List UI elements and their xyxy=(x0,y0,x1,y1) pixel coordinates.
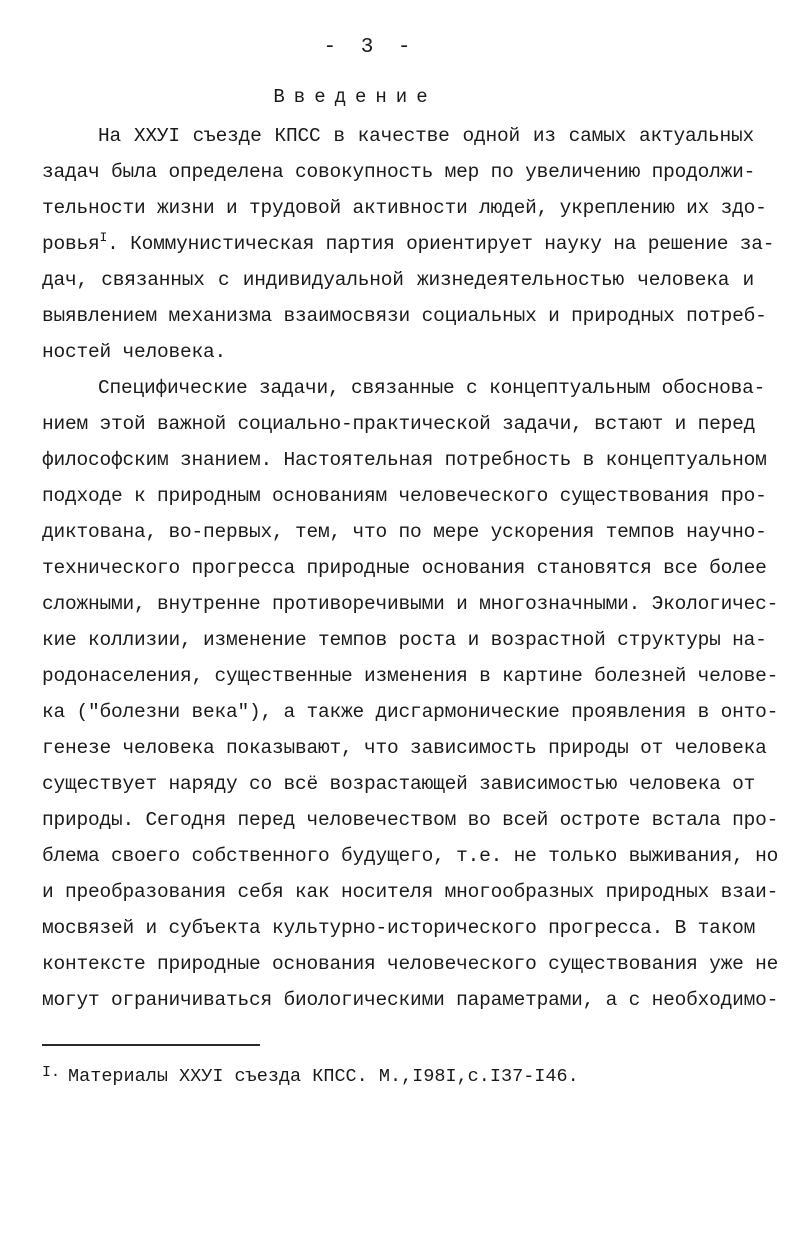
text-line: подходе к природным основаниям человеческого существования про- xyxy=(42,485,767,507)
footnote-reference: I xyxy=(99,230,108,245)
text-line: могут ограничиваться биологическими параметрами, а с необходимо- xyxy=(42,989,779,1011)
text-line: природы. Сегодня перед человечеством во всей остроте встала про- xyxy=(42,809,779,831)
footnote-divider xyxy=(42,1044,260,1046)
text-line: диктована, во-первых, тем, что по мере ускорения темпов научно- xyxy=(42,521,767,543)
text-line: сложными, внутренне противоречивыми и многозначными. Экологичес- xyxy=(42,593,779,615)
text-line: задач была определена совокупность мер по увеличению продолжи- xyxy=(42,161,756,183)
text-line: тельности жизни и трудовой активности людей, укреплению их здо- xyxy=(42,197,767,219)
text-line: Специфические задачи, связанные с концептуальным обоснова- xyxy=(98,377,766,399)
footnote-mark: I. xyxy=(42,1064,61,1081)
text-line: генезе человека показывают, что зависимость природы от человека xyxy=(42,737,767,759)
text-line: дач, связанных с индивидуальной жизнедеятельностью человека и xyxy=(42,269,754,291)
text-fragment: . Коммунистическая партия ориентирует науку на решение за- xyxy=(107,233,775,255)
page-number: - 3 - xyxy=(323,36,417,59)
section-heading: Введение xyxy=(273,86,437,108)
text-line: ностей человека. xyxy=(42,341,227,363)
text-line: существует наряду со всё возрастающей зависимостью человека от xyxy=(42,773,756,795)
text-line: философским знанием. Настоятельная потребность в концептуальном xyxy=(42,449,767,471)
text-line: кие коллизии, изменение темпов роста и возрастной структуры на- xyxy=(42,629,767,651)
footnote-text: Материалы ХХУI съезда КПСС. М.,I98I,с.I37-I46. xyxy=(68,1066,579,1087)
text-fragment: ровья xyxy=(42,233,100,255)
text-line: и преобразования себя как носителя многообразных природных взаи- xyxy=(42,881,779,903)
body-text xyxy=(42,118,779,1018)
text-line: технического прогресса природные основания становятся все более xyxy=(42,557,767,579)
text-line: На ХХУI съезде КПСС в качестве одной из самых актуальных xyxy=(98,125,754,147)
text-line: выявлением механизма взаимосвязи социальных и природных потреб- xyxy=(42,305,767,327)
text-line: контексте природные основания человеческого существования уже не xyxy=(42,953,779,975)
text-line: блема своего собственного будущего, т.е. не только выживания, но xyxy=(42,845,779,867)
text-line: ка ("болезни века"), а также дисгармонические проявления в онто- xyxy=(42,701,779,723)
text-line: родонаселения, существенные изменения в картине болезней челове- xyxy=(42,665,779,687)
footnote xyxy=(42,1064,579,1087)
text-line: нием этой важной социально-практической задачи, встают и перед xyxy=(42,413,756,435)
text-line: мосвязей и субъекта культурно-исторического прогресса. В таком xyxy=(42,917,756,939)
text-line xyxy=(42,226,775,262)
